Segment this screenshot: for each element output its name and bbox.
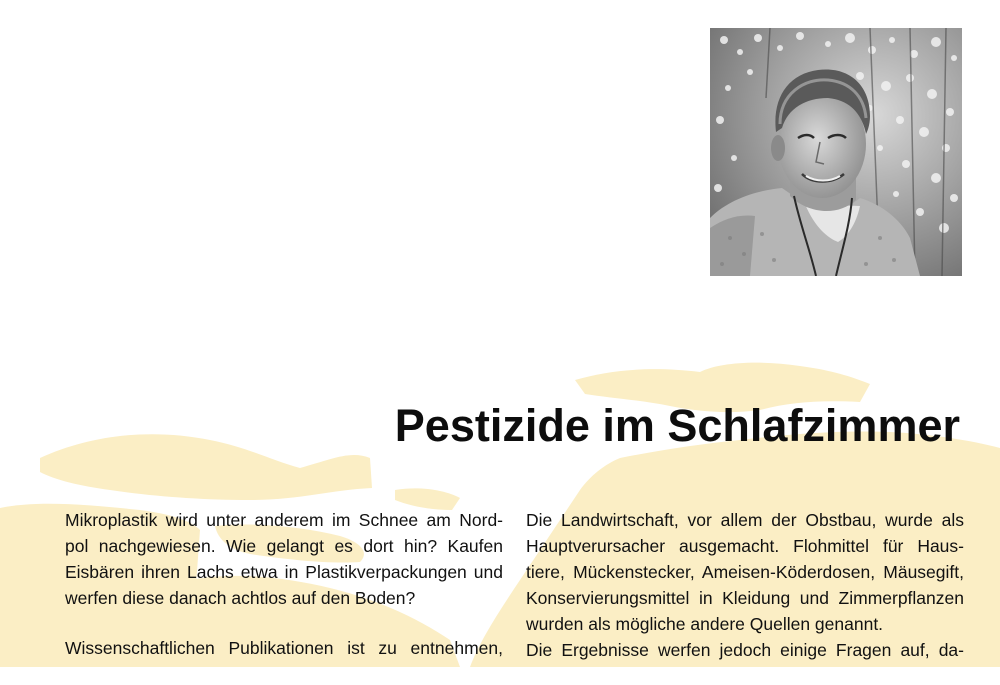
article-paragraph — [526, 637, 964, 663]
text-line: wurden als mögliche andere Quellen genannt. — [526, 614, 884, 634]
text-line: pol nachgewiesen. Wie gelangt es dort hin? Kaufen — [65, 536, 503, 556]
article-column-right — [526, 507, 964, 663]
text-line: Mikroplastik wird unter anderem im Schnee am Nord- — [65, 510, 503, 530]
text-line: Eisbären ihren Lachs etwa in Plastikverpackungen und — [65, 562, 503, 582]
author-portrait — [710, 28, 962, 276]
text-line: Die Landwirtschaft, vor allem der Obstbau, wurde als — [526, 510, 964, 530]
article-paragraph — [65, 507, 503, 611]
text-line: Wissenschaftlichen Publikationen ist zu entnehmen, — [65, 638, 503, 658]
map-landmass — [40, 434, 372, 500]
text-line: Die Ergebnisse werfen jedoch einige Fragen auf, da- — [526, 640, 964, 660]
article-paragraph — [65, 635, 503, 661]
text-line: werfen diese danach achtlos auf den Boden? — [65, 588, 416, 608]
article-paragraph — [526, 507, 964, 637]
text-line: Hauptverursacher ausgemacht. Flohmittel für Haus- — [526, 536, 964, 556]
text-line: tiere, Mückenstecker, Ameisen-Köderdosen, Mäusegift, — [526, 562, 964, 582]
article-title: Pestizide im Schlafzimmer — [394, 400, 960, 451]
article-column-left — [65, 507, 503, 685]
text-line: Konservierungsmittel in Kleidung und Zimmerpflanzen — [526, 588, 964, 608]
